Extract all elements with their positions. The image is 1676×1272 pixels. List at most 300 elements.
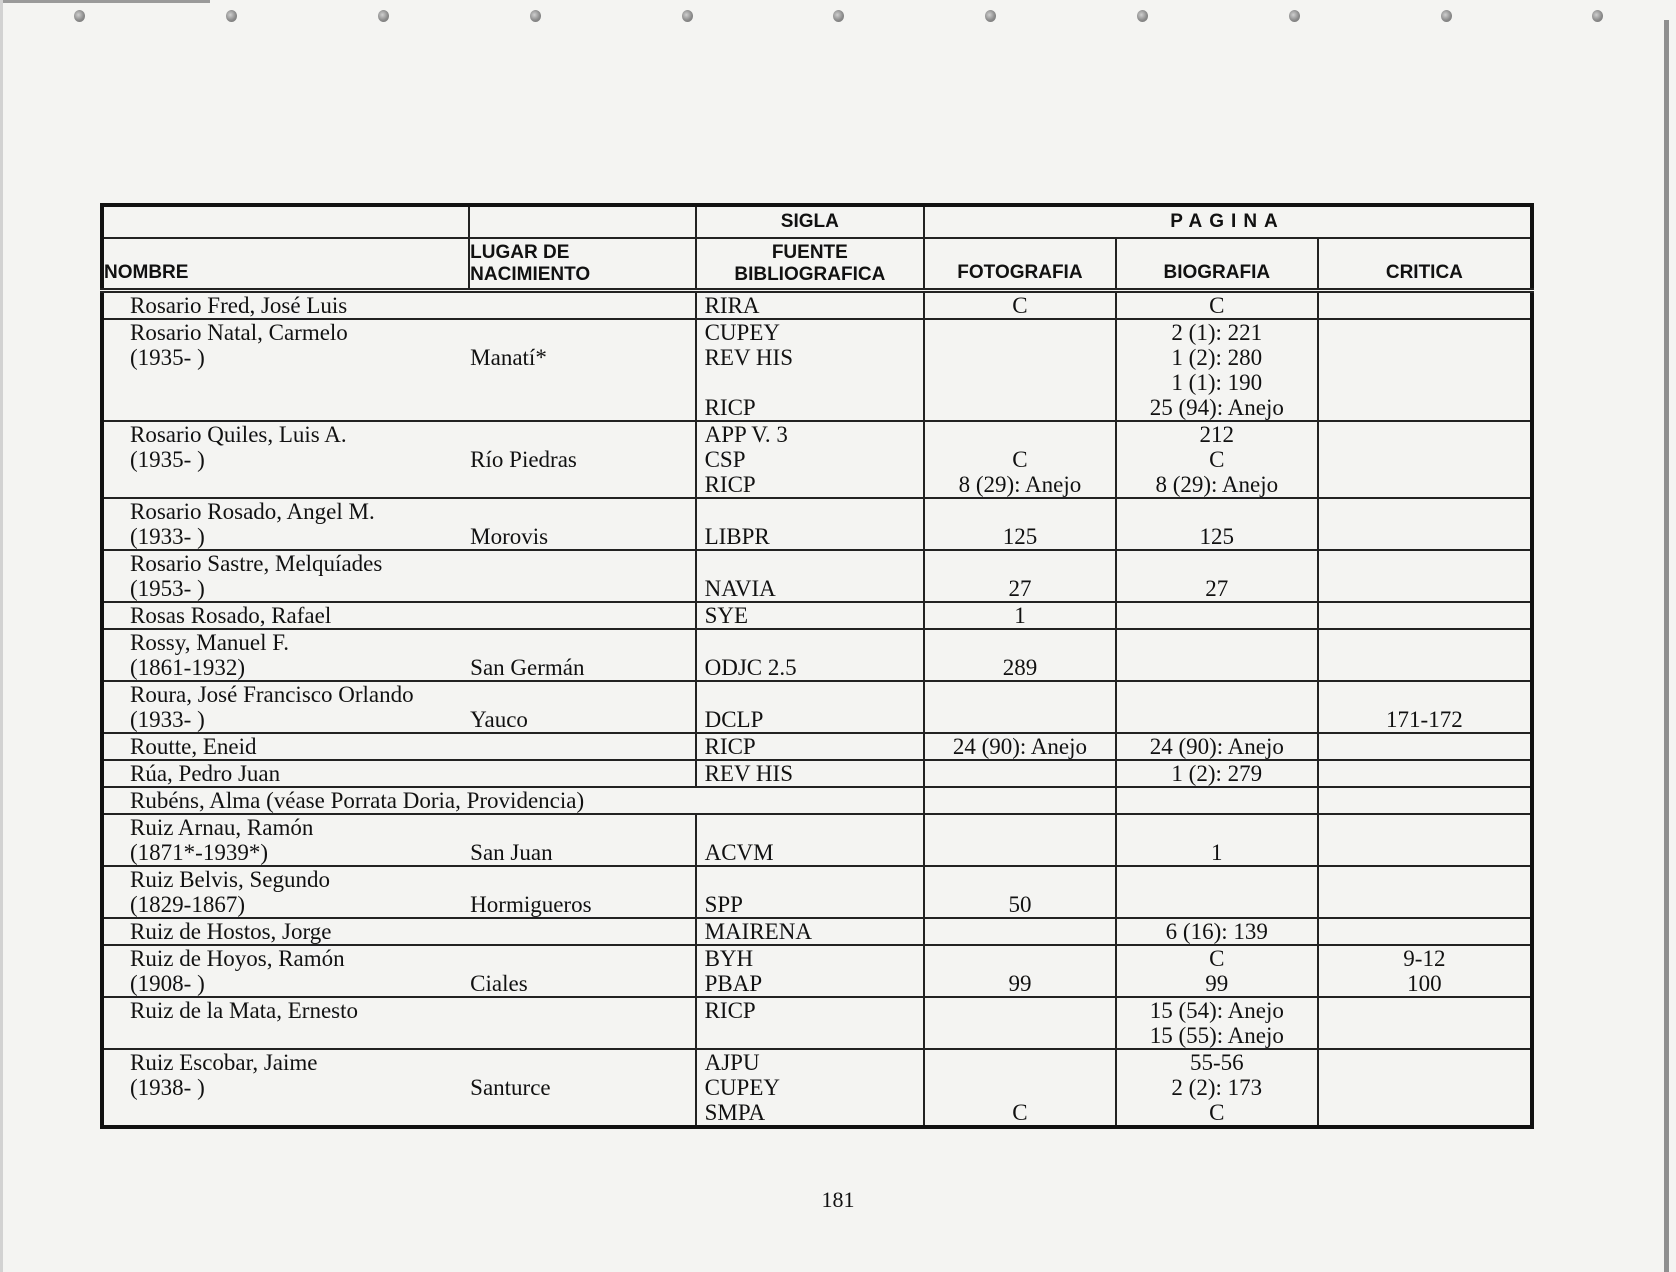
sigla-cell-line [705,815,923,840]
nombre-cell-line: Rossy, Manuel F. [130,630,289,655]
biografia-cell-line [1117,815,1317,840]
lugar-cell-line: Santurce [470,1075,551,1100]
lugar-cell-line [470,499,694,524]
biografia-cell [1116,319,1318,421]
nombre-cell-line: Ruiz Escobar, Jaime [130,1050,318,1075]
nombre-cell-line: Rubéns, Alma (véase Porrata Doria, Providencia) [130,788,585,813]
fotografia-cell-line [925,946,1115,971]
header-nombre: NOMBRE [102,238,469,291]
fotografia-cell-line: C [1012,1100,1028,1125]
biografia-cell-line: 125 [1199,524,1235,549]
biografia-cell-line: C [1209,447,1225,472]
table-row [102,319,1532,421]
critica-cell-line [1319,867,1530,892]
sigla-cell-line: CUPEY [704,1075,780,1100]
sigla-cell [696,760,924,787]
critica-cell-line [1319,788,1530,813]
nombre-cell [102,787,696,814]
fotografia-cell-line [925,682,1115,707]
header-sigla-line: FUENTE [771,242,848,263]
fotografia-cell-line [925,815,1115,840]
lugar-cell-line [470,1050,694,1075]
biografia-cell [1116,787,1318,814]
binder-hole [1289,10,1300,22]
binder-hole [1137,10,1148,22]
critica-cell-line [1319,1050,1530,1075]
nombre-cell [102,866,469,918]
binder-hole [74,10,85,22]
sigla-cell-line [705,499,923,524]
lugar-cell [469,733,695,760]
biografia-cell-line: 8 (29): Anejo [1155,472,1279,497]
fotografia-cell [924,629,1116,681]
critica-cell-line: 171-172 [1386,707,1463,732]
sigla-cell-line [705,370,923,395]
nombre-cell-line: (1953- ) [130,576,205,601]
table-row [102,291,1532,320]
nombre-cell-line: Rúa, Pedro Juan [130,761,281,786]
header-lugar [469,238,695,291]
fotografia-cell-line: 1 [1014,603,1026,628]
critica-cell [1318,918,1532,945]
biografia-cell [1116,814,1318,866]
header-lugar-top [469,205,695,238]
binder-hole [378,10,389,22]
lugar-cell [469,997,695,1049]
table-row [102,733,1532,760]
critica-cell [1318,421,1532,498]
critica-cell [1318,681,1532,733]
fotografia-cell [924,1049,1116,1127]
header-pagina: PAGINA [924,205,1532,238]
lugar-cell [469,319,695,421]
nombre-cell [102,997,469,1049]
nombre-cell-line: (1935- ) [130,345,205,370]
nombre-cell [102,945,469,997]
sigla-cell [696,866,924,918]
nombre-cell-line: Ruiz Belvis, Segundo [130,867,330,892]
lugar-cell-line: Río Piedras [470,447,577,472]
fotografia-cell [924,945,1116,997]
fotografia-cell-line [925,761,1115,786]
lugar-cell-line [470,998,694,1023]
lugar-cell-line: Ciales [470,971,528,996]
fotografia-cell [924,550,1116,602]
biografia-cell-line [1117,867,1317,892]
binder-hole [530,10,541,22]
critica-cell-line [1319,551,1530,576]
lugar-cell-line [470,320,694,345]
sigla-cell [696,602,924,629]
fotografia-cell [924,733,1116,760]
nombre-cell-line: Rosario Sastre, Melquíades [130,551,383,576]
critica-cell [1318,629,1532,681]
biografia-cell [1116,733,1318,760]
critica-cell [1318,319,1532,421]
nombre-cell-line: Rosario Natal, Carmelo [130,320,348,345]
fotografia-cell [924,602,1116,629]
header-lugar-line: LUGAR DE [470,242,570,263]
critica-cell-line [1319,734,1530,759]
sigla-cell [696,550,924,602]
fotografia-cell [924,814,1116,866]
fotografia-cell [924,760,1116,787]
scan-edge-right [1664,20,1669,1272]
biografia-cell [1116,866,1318,918]
fotografia-cell-line [925,499,1115,524]
biografia-cell-line [1117,551,1317,576]
sigla-cell-line: SMPA [704,1100,766,1125]
fotografia-cell [924,291,1116,320]
binder-hole [682,10,693,22]
biografia-cell-line: 27 [1205,576,1229,601]
lugar-cell-line [470,946,694,971]
critica-cell-line [1319,320,1530,345]
biografia-cell-line: 1 [1211,840,1223,865]
fotografia-cell [924,866,1116,918]
sigla-cell-line: NAVIA [704,576,776,601]
lugar-cell-line [470,682,694,707]
lugar-cell-line [470,293,694,318]
biografia-cell [1116,602,1318,629]
nombre-cell [102,681,469,733]
binder-hole [226,10,237,22]
lugar-cell [469,945,695,997]
fotografia-cell-line: 8 (29): Anejo [958,472,1082,497]
sigla-cell-line: LIBPR [704,524,770,549]
header-fotografia: FOTOGRAFIA [924,238,1116,291]
table-row [102,866,1532,918]
table-row [102,945,1532,997]
header-sigla-line: BIBLIOGRAFICA [734,264,886,285]
nombre-cell [102,602,469,629]
sigla-cell-line: PBAP [704,971,763,996]
biografia-cell-line: 24 (90): Anejo [1149,734,1284,759]
critica-cell-line: 9-12 [1403,946,1446,971]
nombre-cell [102,291,469,320]
table-row [102,498,1532,550]
fotografia-cell [924,681,1116,733]
fotografia-cell [924,498,1116,550]
lugar-cell-line [470,761,694,786]
nombre-cell [102,760,469,787]
sigla-cell-line: DCLP [704,707,764,732]
sigla-cell [696,733,924,760]
lugar-cell-line: San Juan [470,840,553,865]
sigla-cell-line: CUPEY [704,320,780,345]
biografia-cell-line: 6 (16): 139 [1165,919,1268,944]
sigla-cell [696,681,924,733]
table-row [102,421,1532,498]
lugar-cell [469,602,695,629]
biografia-cell-line [1117,788,1317,813]
fotografia-cell-line [925,998,1115,1023]
biografia-cell [1116,1049,1318,1127]
header-biografia: BIOGRAFIA [1116,238,1318,291]
sigla-cell-line: REV HIS [704,345,793,370]
lugar-cell-line [470,551,694,576]
lugar-cell-line [470,734,694,759]
nombre-cell-line: (1938- ) [130,1075,205,1100]
binder-holes [0,6,1676,30]
critica-cell [1318,550,1532,602]
sigla-cell [696,945,924,997]
critica-cell-line [1319,761,1530,786]
sigla-cell-line [705,788,923,813]
biografia-cell [1116,291,1318,320]
table-header [102,205,1532,291]
nombre-cell-line: (1829-1867) [130,892,245,917]
nombre-cell-line: Rosario Quiles, Luis A. [130,422,347,447]
fotografia-cell-line: C [1012,293,1028,318]
sigla-cell [696,814,924,866]
nombre-cell [102,1049,469,1127]
header-nombre-top [102,205,469,238]
biografia-cell [1116,945,1318,997]
biografia-cell [1116,498,1318,550]
table-row [102,787,1532,814]
biografia-cell-line [1117,682,1317,707]
nombre-cell [102,498,469,550]
critica-cell-line [1319,603,1530,628]
critica-cell [1318,291,1532,320]
nombre-cell [102,550,469,602]
biografia-cell [1116,421,1318,498]
lugar-cell-line [470,815,694,840]
lugar-cell [469,918,695,945]
biografia-cell-line: 99 [1205,971,1229,996]
sigla-cell-line: APP V. 3 [704,422,788,447]
sigla-cell [696,629,924,681]
nombre-cell-line: (1935- ) [130,447,205,472]
fotografia-cell-line: 99 [1008,971,1032,996]
sigla-cell-line [705,682,923,707]
table-row [102,681,1532,733]
nombre-cell [102,918,469,945]
sigla-cell-line: RIRA [704,293,760,318]
table-row [102,918,1532,945]
nombre-cell-line: (1861-1932) [130,655,245,680]
sigla-cell [696,918,924,945]
sigla-cell-line: RICP [704,395,756,420]
sigla-cell [696,291,924,320]
lugar-cell-line [470,867,694,892]
scan-edge-left [0,0,3,1272]
sigla-cell-line: RICP [704,734,756,759]
critica-cell-line [1319,998,1530,1023]
nombre-cell-line: Rosario Fred, José Luis [130,293,348,318]
fotografia-cell-line [925,551,1115,576]
biografia-cell-line: 212 [1199,422,1235,447]
nombre-cell [102,629,469,681]
sigla-cell [696,1049,924,1127]
sigla-cell-line [705,630,923,655]
sigla-cell-line: CSP [704,447,746,472]
biografia-cell-line: 1 (2): 280 [1171,345,1263,370]
lugar-cell [469,1049,695,1127]
sigla-cell-line: MAIRENA [704,919,812,944]
lugar-cell-line: Morovis [470,524,549,549]
critica-cell [1318,787,1532,814]
binder-hole [833,10,844,22]
critica-cell [1318,602,1532,629]
lugar-cell-line: Yauco [470,707,528,732]
nombre-cell [102,421,469,498]
sigla-cell [696,421,924,498]
nombre-cell [102,733,469,760]
biografia-cell-line [1117,603,1317,628]
fotografia-cell-line: 289 [1002,655,1038,680]
sigla-cell [696,498,924,550]
critica-cell [1318,760,1532,787]
biografia-cell [1116,760,1318,787]
lugar-cell-line: San Germán [470,655,585,680]
header-lugar-line: NACIMIENTO [470,264,591,285]
fotografia-cell [924,997,1116,1049]
table-row [102,1049,1532,1127]
table-row [102,814,1532,866]
header-fuente-bibliografica [696,238,924,291]
critica-cell-line [1319,422,1530,447]
binder-hole [985,10,996,22]
fotografia-cell [924,918,1116,945]
lugar-cell [469,760,695,787]
biografia-cell [1116,629,1318,681]
lugar-cell [469,866,695,918]
table-row [102,997,1532,1049]
critica-cell [1318,814,1532,866]
sigla-cell-line: ACVM [704,840,774,865]
sigla-cell [696,787,924,814]
biografia-cell-line: 55-56 [1189,1050,1244,1075]
nombre-cell-line: Ruiz Arnau, Ramón [130,815,314,840]
fotografia-cell-line: C [1012,447,1028,472]
fotografia-cell-line [925,919,1115,944]
lugar-cell-line: Hormigueros [470,892,592,917]
fotografia-cell-line: 50 [1008,892,1032,917]
lugar-cell [469,550,695,602]
lugar-cell-line [470,422,694,447]
critica-cell-line: 100 [1407,971,1442,996]
sigla-cell-line: RICP [704,998,756,1023]
fotografia-cell-line [925,630,1115,655]
fotografia-cell-line [925,320,1115,345]
critica-cell-line [1319,815,1530,840]
binder-hole [1441,10,1452,22]
sigla-cell [696,997,924,1049]
lugar-cell [469,629,695,681]
sigla-cell-line: BYH [704,946,754,971]
biografia-cell-line: C [1209,293,1225,318]
critica-cell-line [1319,682,1530,707]
binder-hole [1592,10,1603,22]
lugar-cell [469,681,695,733]
biografia-cell-line [1117,630,1317,655]
biografia-cell [1116,550,1318,602]
nombre-cell-line: Roura, José Francisco Orlando [130,682,414,707]
fotografia-cell-line [925,867,1115,892]
critica-cell [1318,997,1532,1049]
nombre-cell-line: (1933- ) [130,524,205,549]
nombre-cell-line: (1933- ) [130,707,205,732]
nombre-cell-line: (1871*-1939*) [130,840,268,865]
sigla-cell-line: AJPU [704,1050,760,1075]
lugar-cell [469,291,695,320]
critica-cell [1318,866,1532,918]
biografia-cell [1116,681,1318,733]
nombre-cell-line: (1908- ) [130,971,205,996]
header-critica: CRITICA [1318,238,1532,291]
lugar-cell-line [470,603,694,628]
nombre-cell-line: Routte, Eneid [130,734,257,759]
sigla-cell-line: SYE [704,603,749,628]
sigla-cell [696,319,924,421]
table-row [102,629,1532,681]
biografia-cell-line: 1 (2): 279 [1171,761,1263,786]
lugar-cell-line [470,919,694,944]
biografia-cell [1116,997,1318,1049]
lugar-cell-line: Manatí* [470,345,547,370]
sigla-cell-line: SPP [704,892,743,917]
critica-cell [1318,733,1532,760]
scan-edge-top [0,0,210,3]
fotografia-cell-line [925,422,1115,447]
critica-cell [1318,1049,1532,1127]
table-row [102,760,1532,787]
sigla-cell-line [705,867,923,892]
fotografia-cell [924,787,1116,814]
table-row [102,602,1532,629]
nombre-cell-line: Ruiz de la Mata, Ernesto [130,998,359,1023]
critica-cell [1318,498,1532,550]
nombre-cell-line: Rosario Rosado, Angel M. [130,499,375,524]
lugar-cell [469,814,695,866]
lugar-cell-line [470,630,694,655]
fotografia-cell-line [925,1050,1115,1075]
table-body [102,291,1532,1128]
header-sigla: SIGLA [696,205,924,238]
sigla-cell-line: REV HIS [704,761,793,786]
biografia-cell-line: 15 (54): Anejo [1149,998,1284,1023]
fotografia-cell-line: 125 [1002,524,1038,549]
biografia-cell-line: C [1209,1100,1225,1125]
critica-cell-line [1319,919,1530,944]
biografia-cell-line: 25 (94): Anejo [1149,395,1284,420]
critica-cell-line [1319,293,1530,318]
biografia-cell [1116,918,1318,945]
biografia-cell-line: 15 (55): Anejo [1149,1023,1284,1048]
lugar-cell [469,498,695,550]
nombre-cell [102,319,469,421]
fotografia-cell [924,421,1116,498]
lugar-cell [469,421,695,498]
nombre-cell-line: Ruiz de Hoyos, Ramón [130,946,345,971]
page-number: 181 [821,1187,855,1212]
fotografia-cell-line [925,788,1115,813]
sigla-cell-line: ODJC 2.5 [704,655,797,680]
nombre-cell-line: Rosas Rosado, Rafael [130,603,332,628]
biografia-cell-line: 2 (1): 221 [1171,320,1263,345]
table-row [102,550,1532,602]
biografia-cell-line: 2 (2): 173 [1171,1075,1263,1100]
nombre-cell-line: Ruiz de Hostos, Jorge [130,919,332,944]
fotografia-cell-line [925,1075,1115,1100]
sigla-cell-line [705,551,923,576]
bibliography-table [100,203,1534,1129]
biografia-cell-line: C [1209,946,1225,971]
critica-cell [1318,945,1532,997]
fotografia-cell-line: 24 (90): Anejo [952,734,1088,759]
